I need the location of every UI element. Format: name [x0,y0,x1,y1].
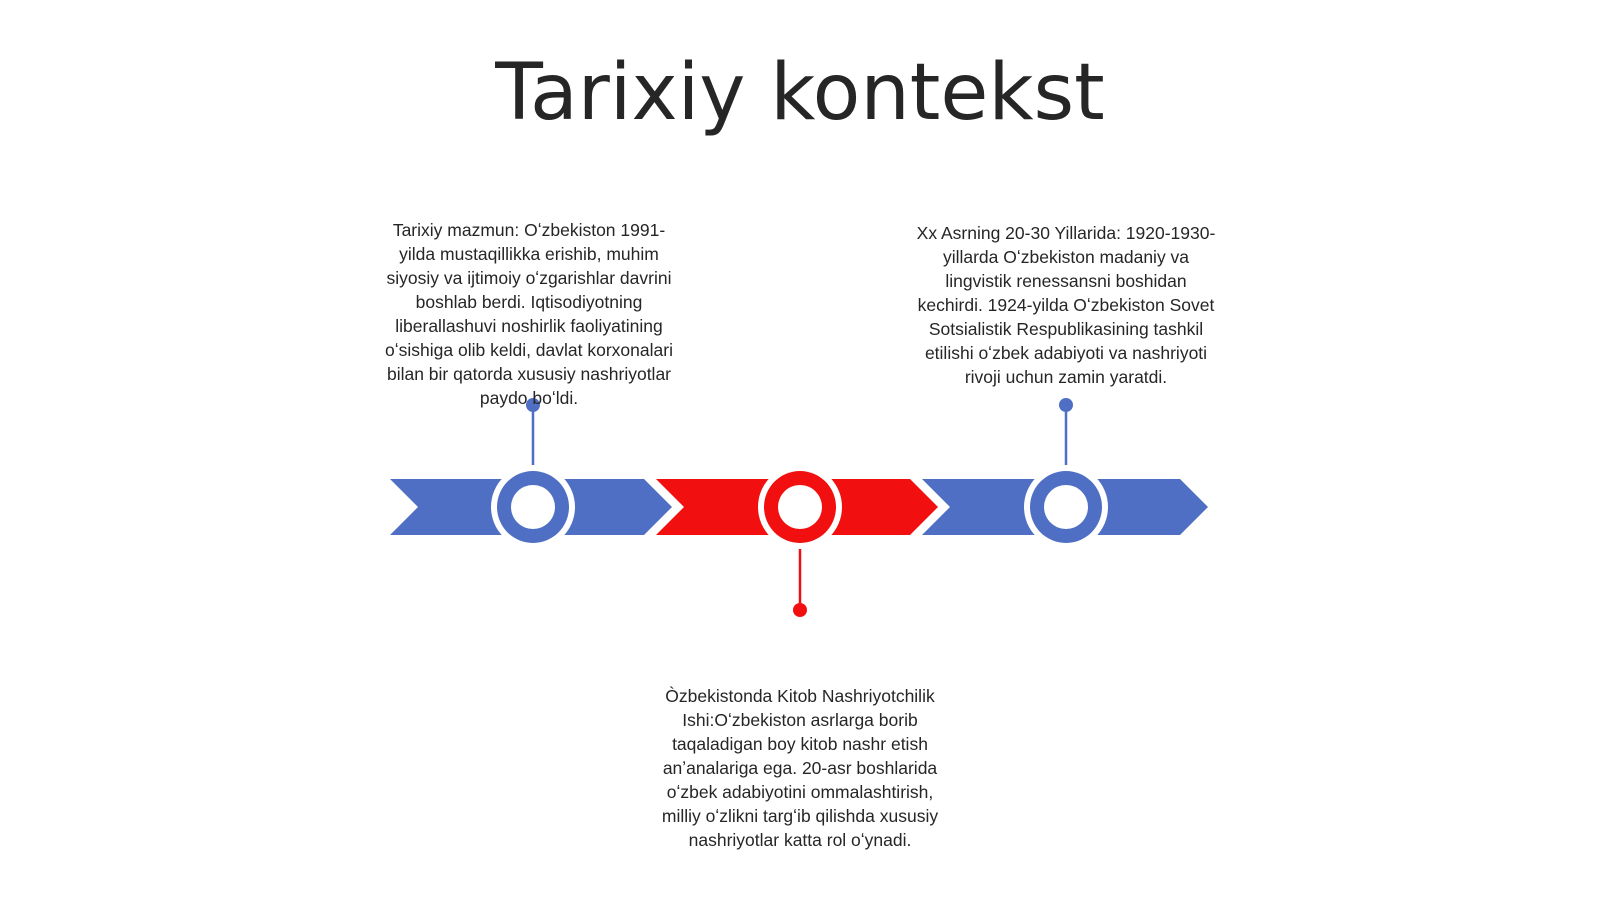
milestone-center-1 [511,485,555,529]
timeline-dot-3 [1059,398,1073,412]
event-3-description: Xx Asrning 20-30 Yillarida: 1920-1930-yillarda Oʻzbekiston madaniy va lingvistik renessansni boshidan kechirdi. 1924-yilda Oʻzbekiston Sovet Sotsialistik Respublikasining tashkil etilishi oʻzbek adabiyoti va nashriyoti rivoji uchun zamin yaratdi. [916,223,1216,387]
event-2-description: Òzbekistonda Kitob Nashriyotchilik Ishi:Oʻzbekiston asrlarga borib taqaladigan boy kitob nashr etish anʼanalariga ega. 20-asr boshlarida oʻzbek adabiyotini ommalashtirish, milliy oʻzlikni targʻib qilishda xususiy nashriyotlar katta rol oʻynadi. [661,686,939,850]
slide-title: Tarixiy kontekst [495,48,1105,138]
milestone-center-2 [778,485,822,529]
timeline-dot-2 [793,603,807,617]
milestone-center-3 [1044,485,1088,529]
event-1-description: Tarixiy mazmun: Oʻzbekiston 1991-yilda mustaqillikka erishib, muhim siyosiy va ijtimoiy oʻzgarishlar davrini boshlab berdi. Iqtisodiyotning liberallashuvi noshirlik faoliyatining oʻsishiga olib keldi, davlat korxonalari bilan bir qatorda xususiy nashriyotlar paydo boʻldi. [385,220,673,408]
